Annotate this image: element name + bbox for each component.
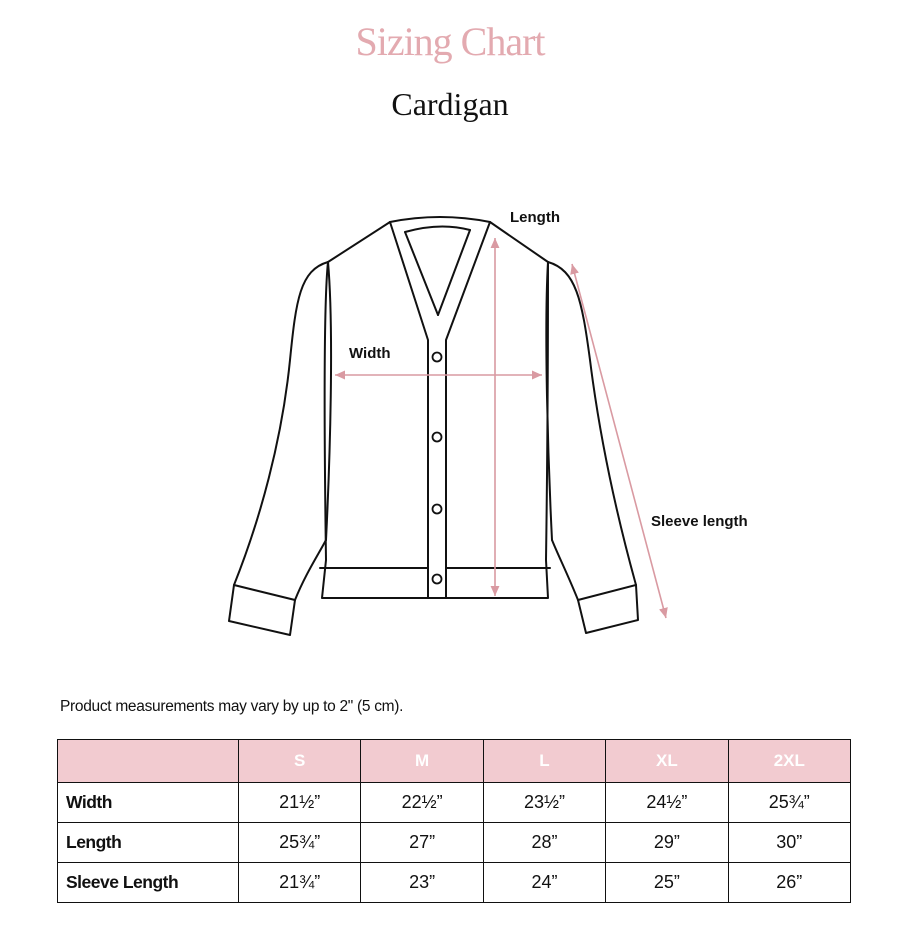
table-cell: 26” — [728, 863, 850, 903]
measurement-lines — [335, 238, 666, 618]
size-table — [57, 739, 851, 903]
table-cell: 24” — [483, 863, 605, 903]
measurement-note: Product measurements may vary by up to 2" (5 cm). — [60, 698, 404, 715]
sleeve-length-label: Sleeve length — [651, 513, 748, 530]
row-label: Width — [58, 783, 239, 823]
row-label: Length — [58, 823, 239, 863]
size-header-xl: XL — [606, 740, 728, 783]
table-cell: 21½” — [239, 783, 361, 823]
buttons — [433, 353, 442, 584]
button-icon — [433, 433, 442, 442]
table-header-row — [58, 740, 851, 783]
table-cell: 30” — [728, 823, 850, 863]
button-icon — [433, 505, 442, 514]
button-icon — [433, 353, 442, 362]
table-cell: 25¾” — [728, 783, 850, 823]
size-header-s: S — [239, 740, 361, 783]
product-name: Cardigan — [391, 86, 509, 122]
size-header-2xl: 2XL — [728, 740, 850, 783]
width-label: Width — [349, 345, 391, 362]
table-cell: 25” — [606, 863, 728, 903]
table-cell: 22½” — [361, 783, 483, 823]
table-cell: 23½” — [483, 783, 605, 823]
table-row — [58, 823, 851, 863]
table-corner-cell — [58, 740, 239, 783]
table-cell: 28” — [483, 823, 605, 863]
size-header-l: L — [483, 740, 605, 783]
table-cell: 21¾” — [239, 863, 361, 903]
table-cell: 23” — [361, 863, 483, 903]
table-row — [58, 863, 851, 903]
table-row — [58, 783, 851, 823]
table-cell: 27” — [361, 823, 483, 863]
size-header-m: M — [361, 740, 483, 783]
row-label: Sleeve Length — [58, 863, 239, 903]
table-cell: 24½” — [606, 783, 728, 823]
page-title: Sizing Chart — [355, 19, 545, 64]
table-cell: 25¾” — [239, 823, 361, 863]
button-icon — [433, 575, 442, 584]
table-cell: 29” — [606, 823, 728, 863]
length-label: Length — [510, 209, 560, 226]
sleeve-measure-line — [572, 264, 666, 618]
